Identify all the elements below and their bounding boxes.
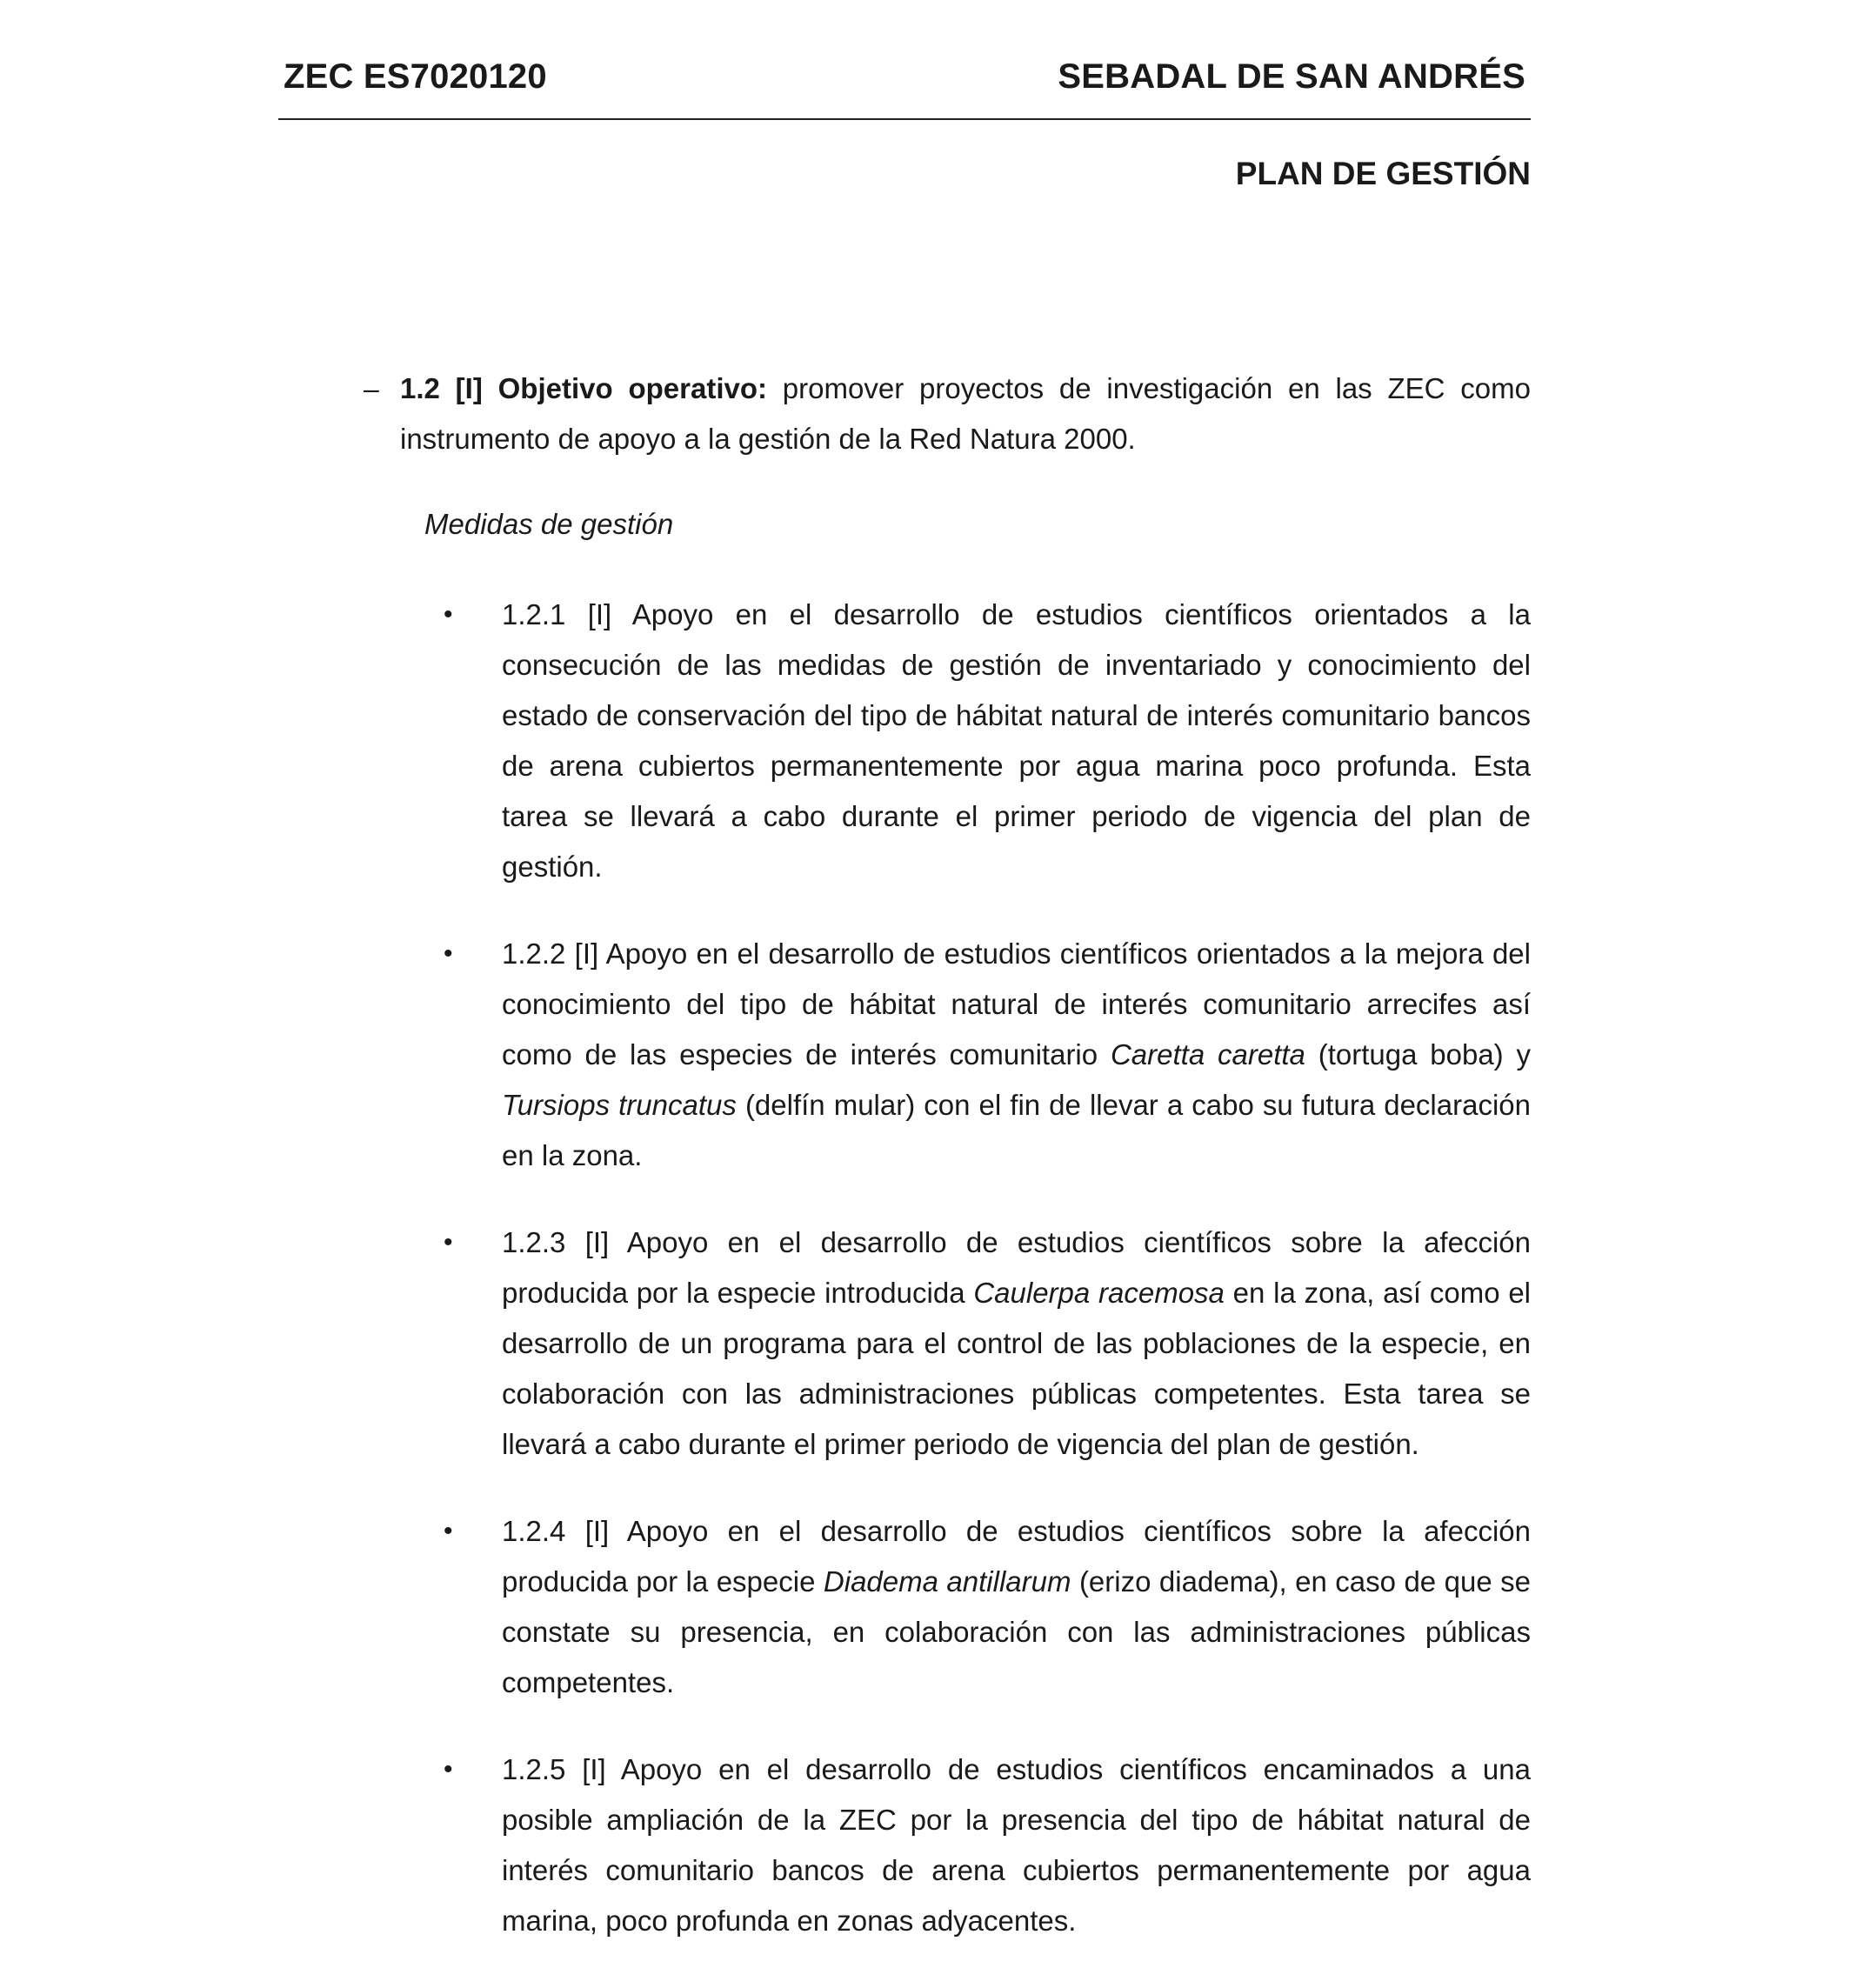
measures-heading: Medidas de gestión xyxy=(424,508,674,540)
measure-item-1-2-3 xyxy=(444,1217,1531,1470)
measure-text: 1.2.2 [I] Apoyo en el desarrollo de estudios científicos orientados a la mejora del conocimiento del tipo de hábitat natural de interés comunitario arrecifes así como de las especies de interés comunitario xyxy=(502,937,1531,1071)
measure-text: 1.2.5 [I] Apoyo en el desarrollo de estudios científicos encaminados a una posible ampliación de la ZEC por la presencia del tipo de hábitat natural de interés comunitario bancos de arena cubiertos permanentemente por agua marina, poco profunda en zonas adyacentes. xyxy=(502,1753,1531,1937)
measures-list xyxy=(444,590,1531,1983)
bullet-icon: • xyxy=(444,1755,453,1784)
measure-item-1-2-5 xyxy=(444,1745,1531,1946)
operational-objective xyxy=(364,364,1531,464)
site-name: SEBADAL DE SAN ANDRÉS xyxy=(1058,57,1525,96)
species-name: Caulerpa racemosa xyxy=(973,1277,1225,1309)
species-name: Tursiops truncatus xyxy=(502,1089,737,1121)
page-header xyxy=(278,50,1531,120)
objective-description: promover proyectos de investigación en las ZEC como instrumento de apoyo a la gestión de la Red Natura 2000. xyxy=(400,372,1531,455)
objective-label: 1.2 [I] Objetivo operativo: xyxy=(400,372,767,404)
species-name: Diadema antillarum xyxy=(823,1565,1071,1598)
measure-text: (delfín mular) con el fin de llevar a cabo su futura declaración en la zona. xyxy=(502,1089,1531,1171)
measure-item-1-2-4 xyxy=(444,1506,1531,1708)
bullet-icon: • xyxy=(444,939,453,968)
measure-text: en la zona, así como el desarrollo de un programa para el control de las poblaciones de la especie, en colaboración con las administraciones públicas competentes. Esta tarea se llevará a cabo durante el primer periodo de vigencia del plan de gestión. xyxy=(502,1277,1532,1460)
objective-text xyxy=(400,364,1531,464)
measure-text: (tortuga boba) y xyxy=(1305,1038,1531,1071)
measure-item-1-2-1 xyxy=(444,590,1531,892)
measure-text: 1.2.4 [I] Apoyo en el desarrollo de estudios científicos sobre la afección producida por la especie xyxy=(502,1515,1531,1598)
bullet-icon: • xyxy=(444,600,453,629)
measure-text: 1.2.1 [I] Apoyo en el desarrollo de estudios científicos orientados a la consecución de las medidas de gestión de inventariado y conocimiento del estado de conservación del tipo de hábitat natural de interés comunitario bancos de arena cubiertos permanentemente por agua marina poco profunda. Esta tarea se llevará a cabo durante el primer periodo de vigencia del plan de gestión. xyxy=(502,598,1531,883)
dash-marker: – xyxy=(364,373,379,404)
measure-text: (erizo diadema), en caso de que se constate su presencia, en colaboración con las administraciones públicas competentes. xyxy=(502,1565,1531,1698)
site-code: ZEC ES7020120 xyxy=(284,57,547,96)
bullet-icon: • xyxy=(444,1517,453,1545)
species-name: Caretta caretta xyxy=(1110,1038,1305,1071)
document-subtitle: PLAN DE GESTIÓN xyxy=(1235,156,1531,191)
measure-text: 1.2.3 [I] Apoyo en el desarrollo de estudios científicos sobre la afección producida por la especie introducida xyxy=(502,1226,1531,1309)
bullet-icon: • xyxy=(444,1228,453,1257)
measure-item-1-2-2 xyxy=(444,929,1531,1181)
